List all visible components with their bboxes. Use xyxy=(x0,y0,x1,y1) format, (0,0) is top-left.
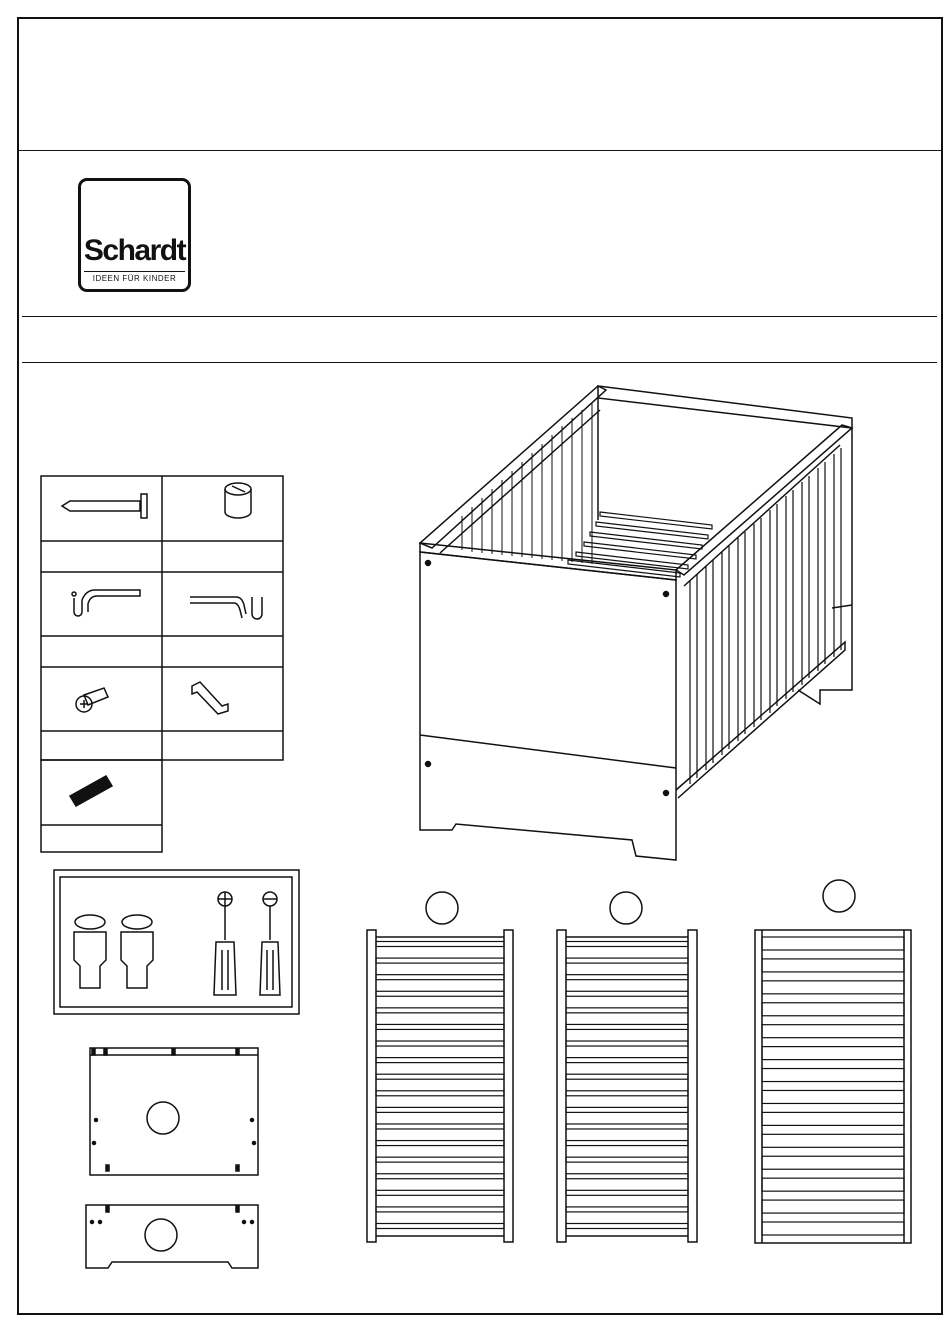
base-board xyxy=(762,1222,904,1235)
slat xyxy=(566,1107,688,1112)
slat xyxy=(566,1008,688,1013)
slat xyxy=(376,1107,504,1112)
base-board xyxy=(762,1069,904,1082)
base-board xyxy=(762,981,904,994)
tools-box xyxy=(54,870,299,1014)
base-board xyxy=(762,1156,904,1169)
slat xyxy=(376,1190,504,1195)
bolt-icon xyxy=(62,494,147,518)
base-board xyxy=(762,1090,904,1103)
slat xyxy=(566,1074,688,1079)
slat xyxy=(566,1141,688,1146)
part-label-circle-b xyxy=(610,892,642,924)
end-panel-drawing xyxy=(90,1048,258,1175)
slat xyxy=(376,1008,504,1013)
slat xyxy=(566,1174,688,1179)
slat xyxy=(376,1157,504,1162)
base-board xyxy=(762,937,904,950)
brand-tagline: IDEEN FÜR KINDER xyxy=(84,271,185,283)
slat xyxy=(376,1058,504,1063)
crib-illustration xyxy=(420,386,852,860)
allen-key-icon xyxy=(192,682,228,714)
base-board xyxy=(762,1134,904,1147)
hook-right-icon xyxy=(190,597,262,619)
base-board xyxy=(762,1178,904,1191)
slat xyxy=(566,1190,688,1195)
slat xyxy=(376,1141,504,1146)
base-board xyxy=(762,1200,904,1213)
slat xyxy=(566,991,688,996)
slat xyxy=(566,975,688,980)
hook-left-icon xyxy=(72,590,140,616)
slat xyxy=(376,1174,504,1179)
slat xyxy=(566,1124,688,1129)
lower-panel-drawing xyxy=(86,1205,258,1268)
slat xyxy=(376,991,504,996)
screwdriver-phillips-icon xyxy=(214,892,236,995)
slat xyxy=(376,1207,504,1212)
hardware-grid xyxy=(41,476,283,852)
left-side-slats xyxy=(462,402,592,564)
slats-a xyxy=(376,942,504,1229)
slat xyxy=(376,1091,504,1096)
slat xyxy=(376,958,504,963)
slat xyxy=(376,1024,504,1029)
slat xyxy=(376,1041,504,1046)
threaded-dowel-icon xyxy=(70,776,112,806)
right-side-slats xyxy=(690,448,841,784)
slat xyxy=(376,975,504,980)
slat xyxy=(566,942,688,947)
part-label-circle-a xyxy=(426,892,458,924)
slats-b xyxy=(566,942,688,1229)
screwdriver-flat-icon xyxy=(260,892,280,995)
slat xyxy=(566,1207,688,1212)
slat xyxy=(566,1091,688,1096)
slat xyxy=(566,1041,688,1046)
base-board xyxy=(762,1003,904,1016)
slat xyxy=(376,1224,504,1229)
screw-icon xyxy=(76,688,108,712)
two-people-icon xyxy=(74,915,153,988)
slat xyxy=(376,942,504,947)
base-slats xyxy=(568,512,712,577)
base-board xyxy=(762,1112,904,1125)
slat xyxy=(566,1157,688,1162)
barrel-nut-icon xyxy=(225,483,251,518)
brand-name: Schardt xyxy=(83,234,186,267)
slat xyxy=(566,1058,688,1063)
slat xyxy=(566,1024,688,1029)
slat xyxy=(566,1224,688,1229)
base-board xyxy=(762,959,904,972)
slats-c xyxy=(762,937,904,1235)
slat xyxy=(376,1124,504,1129)
slat xyxy=(376,1074,504,1079)
part-label-circle-c xyxy=(823,880,855,912)
base-board xyxy=(762,1025,904,1038)
base-board xyxy=(762,1047,904,1060)
slat xyxy=(566,958,688,963)
mattress-base-panel xyxy=(755,930,911,1243)
